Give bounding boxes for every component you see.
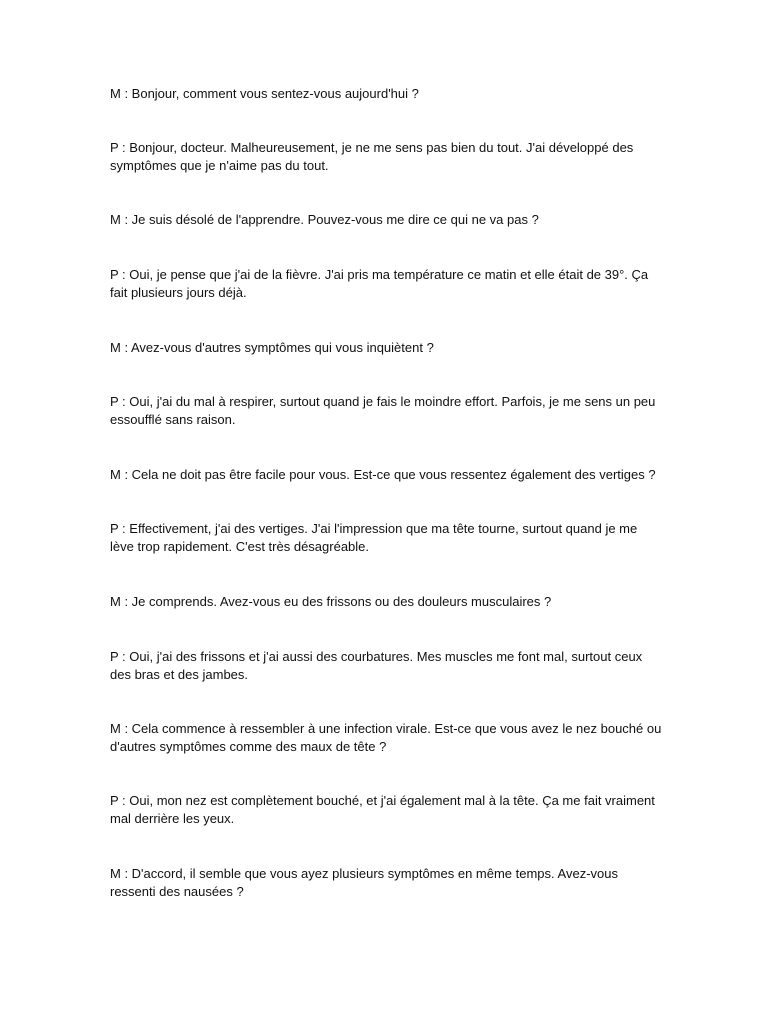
dialogue-line-patient: P : Oui, j'ai des frissons et j'ai aussi des courbatures. Mes muscles me font mal, surtout ceux des bras et des jambes.	[110, 649, 643, 682]
dialogue-line-patient: P : Oui, j'ai du mal à respirer, surtout quand je fais le moindre effort. Parfois, je me sens un peu essoufflé sans raison.	[110, 394, 656, 427]
dialogue-line-patient: P : Bonjour, docteur. Malheureusement, je ne me sens pas bien du tout. J'ai développé des symptômes que je n'aime pas du tout.	[110, 140, 634, 173]
dialogue-line-doctor: M : Je comprends. Avez-vous eu des frissons ou des douleurs musculaires ?	[110, 594, 552, 609]
dialogue-line-doctor: M : Cela ne doit pas être facile pour vous. Est-ce que vous ressentez également des vertiges ?	[110, 467, 656, 482]
dialogue-line-doctor: M : Avez-vous d'autres symptômes qui vous inquiètent ?	[110, 340, 434, 355]
dialogue-line-patient: P : Oui, mon nez est complètement bouché, et j'ai également mal à la tête. Ça me fait vraiment mal derrière les yeux.	[110, 793, 655, 826]
dialogue-line-doctor: M : Je suis désolé de l'apprendre. Pouvez-vous me dire ce qui ne va pas ?	[110, 212, 539, 227]
dialogue-line-patient: P : Effectivement, j'ai des vertiges. J'ai l'impression que ma tête tourne, surtout quand je me lève trop rapidement. C'est très désagréable.	[110, 521, 638, 554]
dialogue-line-doctor: M : Cela commence à ressembler à une infection virale. Est-ce que vous avez le nez bouché ou d'autres symptômes comme des maux de tête ?	[110, 721, 662, 754]
dialogue-line-doctor: M : D'accord, il semble que vous ayez plusieurs symptômes en même temps. Avez-vous ressenti des nausées ?	[110, 866, 619, 899]
dialogue-line-doctor: M : Bonjour, comment vous sentez-vous aujourd'hui ?	[110, 86, 419, 101]
dialogue-line-patient: P : Oui, je pense que j'ai de la fièvre. J'ai pris ma température ce matin et elle était de 39°. Ça fait plusieurs jours déjà.	[110, 267, 649, 300]
